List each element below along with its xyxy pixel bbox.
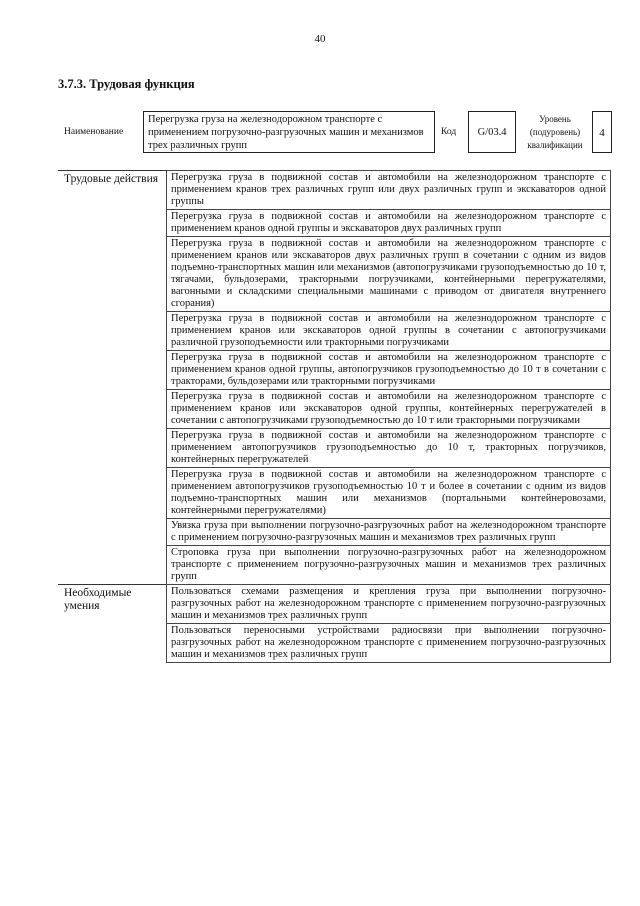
labor-action-item: Перегрузка груза в подвижной состав и автомобили на железнодорожном транспорте с применением кранов одной группы и экскаваторов двух различных групп bbox=[167, 210, 611, 237]
labor-action-item: Увязка груза при выполнении погрузочно-разгрузочных работ на железнодорожном транспорте с применением погрузочно-разгрузочных машин и механизмов трех различных групп bbox=[167, 519, 611, 546]
labor-action-item: Перегрузка груза в подвижной состав и автомобили на железнодорожном транспорте с применением кранов или экскаваторов одной группы в сочетании с автопогрузчиками различной грузоподъемности или тракторными погрузчиками bbox=[167, 312, 611, 351]
labor-actions-label: Трудовые действия bbox=[58, 171, 167, 585]
name-label: Наименование bbox=[64, 127, 124, 137]
labor-action-item: Перегрузка груза в подвижной состав и автомобили на железнодорожном транспорте с применением автопогрузчиков грузоподъемностью до 10 т, тракторных погрузчиков, контейнерных перегружателей bbox=[167, 429, 611, 468]
labor-action-item: Перегрузка груза в подвижной состав и автомобили на железнодорожном транспорте с применением кранов одной группы, автопогрузчиков грузоподъемностью до 10 т в сочетании с тракторами, бульдозерами или тракторными погрузчиками bbox=[167, 351, 611, 390]
table-row bbox=[58, 585, 611, 624]
qualification-level-box: 4 bbox=[592, 111, 612, 153]
labor-action-item: Строповка груза при выполнении погрузочно-разгрузочных работ на железнодорожном транспорте с применением погрузочно-разгрузочных машин и механизмов трех различных групп bbox=[167, 546, 611, 585]
function-name-box: Перегрузка груза на железнодорожном транспорте с применением погрузочно-разгрузочных машин и механизмов трех различных групп bbox=[143, 111, 435, 153]
function-header bbox=[58, 108, 614, 156]
labor-action-item: Перегрузка груза в подвижной состав и автомобили на железнодорожном транспорте с применением кранов трех различных групп или двух различных групп и экскаваторов одной группы bbox=[167, 171, 611, 210]
labor-action-item: Перегрузка груза в подвижной состав и автомобили на железнодорожном транспорте с применением кранов или экскаваторов двух различных групп в сочетании с одним из видов подъемно-транспортных машин или механизмов (автопогрузчиками грузоподъемностью до 10 т, тягачами, бульдозерами, тракторными погрузчиками, контейнерными перегружателями, вагонными и складскими специальными машинами с приводом от двигателя внутреннего сгорания) bbox=[167, 237, 611, 312]
page-number: 40 bbox=[314, 33, 326, 45]
skill-item: Пользоваться схемами размещения и крепления груза при выполнении погрузочно-разгрузочных работ на железнодорожном транспорте с применением погрузочно-разгрузочных машин и механизмов трех различных групп bbox=[167, 585, 611, 624]
table-row bbox=[58, 171, 611, 210]
function-table bbox=[58, 170, 611, 663]
qualification-level-label: Уровень (подуровень) квалификации bbox=[527, 114, 583, 150]
section-title: 3.7.3. Трудовая функция bbox=[58, 77, 195, 91]
required-skills-label: Необходимые умения bbox=[58, 585, 167, 663]
labor-action-item: Перегрузка груза в подвижной состав и автомобили на железнодорожном транспорте с применением кранов или экскаваторов одной группы, контейнерных перегружателей в сочетании с автопогрузчиками грузоподъемностью до 10 т или тракторными погрузчиками bbox=[167, 390, 611, 429]
code-value-box: G/03.4 bbox=[468, 111, 516, 153]
code-label: Код bbox=[441, 127, 457, 137]
skill-item: Пользоваться переносными устройствами радиосвязи при выполнении погрузочно-разгрузочных работ на железнодорожном транспорте с применением погрузочно-разгрузочных машин и механизмов трех различных групп bbox=[167, 624, 611, 663]
labor-action-item: Перегрузка груза в подвижной состав и автомобили на железнодорожном транспорте с применением автопогрузчиков грузоподъемностью 10 т и более в сочетании с одним из видов подъемно-транспортных машин или механизмов (портальными контейнеровозами, контейнерными перегружателями) bbox=[167, 468, 611, 519]
